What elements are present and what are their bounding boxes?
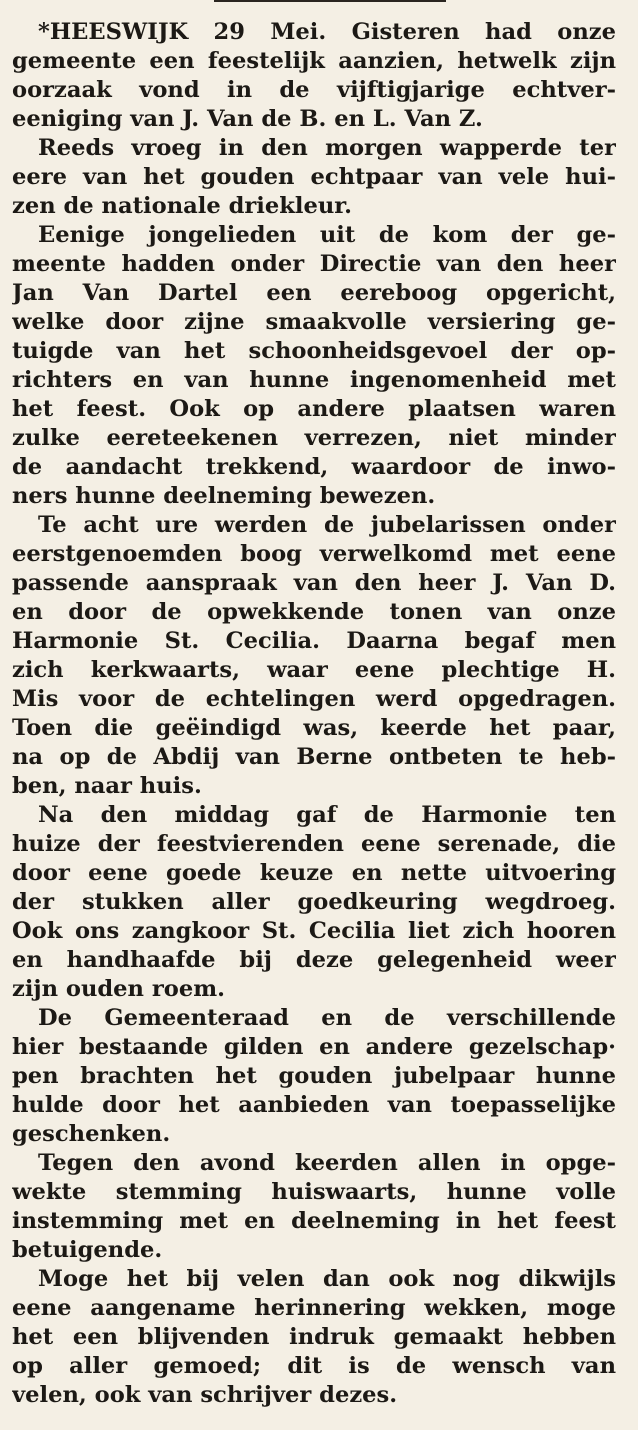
text-line: hulde door het aanbieden van toepasselijke [12,1092,616,1118]
text-line: het een blijvenden indruk gemaakt hebben [12,1324,616,1350]
text-line: zijn ouden roem. [12,976,225,1002]
text-line: passende aanspraak van den heer J. Van D. [12,570,616,596]
text-line: Eenige jongelieden uit de kom der ge- [38,222,616,248]
text-line: Moge het bij velen dan ook nog dikwijls [38,1266,616,1292]
text-line: der stukken aller goedkeuring wegdroeg. [12,889,616,915]
text-line: zich kerkwaarts, waar eene plechtige H. [12,657,616,683]
text-line: tuigde van het schoonheidsgevoel der op- [12,338,616,364]
text-line: eerstgenoemden boog verwelkomd met eene [12,541,616,567]
text-line: huize der feestvierenden eene serenade, die [12,831,616,857]
news-article [12,18,616,1410]
article-paragraph [12,18,616,134]
text-line: Toen die geëindigd was, keerde het paar, [12,715,616,741]
text-line: na op de Abdij van Berne ontbeten te heb- [12,744,616,770]
text-line: wekte stemming huiswaarts, hunne volle [12,1179,616,1205]
text-line: eere van het gouden echtpaar van vele hui- [12,164,616,190]
text-line: ben, naar huis. [12,773,202,799]
text-line: de aandacht trekkend, waardoor de inwo- [12,454,616,480]
article-paragraph [12,1149,616,1265]
text-line: het feest. Ook op andere plaatsen waren [12,396,616,422]
text-line: pen brachten het gouden jubelpaar hunne [12,1063,616,1089]
text-line: zulke eereteekenen verrezen, niet minder [12,425,616,451]
column-top-rule [214,0,446,2]
text-line: De Gemeenteraad en de verschillende [38,1005,616,1031]
article-paragraph [12,1004,616,1149]
text-line: Tegen den avond keerden allen in opge- [38,1150,616,1176]
text-line: oorzaak vond in de vijftigjarige echtver- [12,77,616,103]
text-line: Jan Van Dartel een eereboog opgericht, [12,280,616,306]
text-line: Mis voor de echtelingen werd opgedragen. [12,686,616,712]
text-line: gemeente een feestelijk aanzien, hetwelk zijn [12,48,616,74]
text-line: op aller gemoed; dit is de wensch van [12,1353,616,1379]
article-paragraph [12,801,616,1004]
text-line: hier bestaande gilden en andere gezelschap· [12,1034,616,1060]
text-line: geschenken. [12,1121,171,1147]
text-line: eene aangename herinnering wekken, moge [12,1295,616,1321]
text-line: door eene goede keuze en nette uitvoering [12,860,616,886]
text-line: Harmonie St. Cecilia. Daarna begaf men [12,628,616,654]
text-line: welke door zijne smaakvolle versiering ge- [12,309,616,335]
text-line: Ook ons zangkoor St. Cecilia liet zich hooren [12,918,616,944]
text-line: zen de nationale driekleur. [12,193,352,219]
article-paragraph [12,134,616,221]
text-line: *HEESWIJK 29 Mei. Gisteren had onze [38,19,616,45]
text-line: en door de opwekkende tonen van onze [12,599,616,625]
text-line: meente hadden onder Directie van den heer [12,251,616,277]
text-line: Na den middag gaf de Harmonie ten [38,802,616,828]
text-line: Te acht ure werden de jubelarissen onder [38,512,616,538]
text-line: velen, ook van schrijver dezes. [12,1382,398,1408]
text-line: eeniging van J. Van de B. en L. Van Z. [12,106,483,132]
article-paragraph [12,511,616,801]
article-paragraph [12,1265,616,1410]
text-line: Reeds vroeg in den morgen wapperde ter [38,135,616,161]
text-line: richters en van hunne ingenomenheid met [12,367,616,393]
text-line: en handhaafde bij deze gelegenheid weer [12,947,616,973]
text-line: betuigende. [12,1237,163,1263]
text-line: instemming met en deelneming in het feest [12,1208,616,1234]
text-line: ners hunne deelneming bewezen. [12,483,436,509]
article-paragraph [12,221,616,511]
